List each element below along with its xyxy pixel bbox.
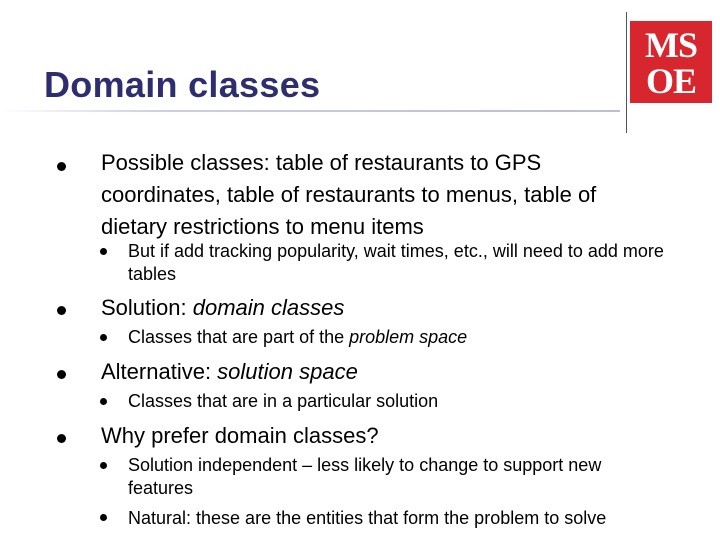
- bullet-4-text: Why prefer domain classes?: [101, 423, 379, 448]
- bullet-1-text: Possible classes: table of restaurants to GPS coordinates, table of restaurants to menus, table of dietary restrictions to menu items: [101, 150, 597, 239]
- bullet-dot: [57, 370, 66, 379]
- bullet-3-sub-1: Classes that are in a particular solution: [128, 391, 439, 411]
- subbullet-dot: [100, 248, 107, 255]
- logo-text-bottom: OE: [645, 61, 696, 101]
- bullet-dot: [57, 162, 66, 171]
- slide-title: Domain classes: [44, 64, 321, 105]
- subbullet-dot: [100, 398, 107, 405]
- subbullet-dot: [100, 334, 107, 341]
- msoe-logo: [630, 21, 712, 103]
- bullet-2-text: [101, 292, 661, 324]
- subbullet-dot: [100, 462, 107, 469]
- subbullet-dot: [100, 514, 107, 521]
- logo-text-top: MS: [645, 25, 697, 65]
- bullet-2-sub-1-emphasis: problem space: [349, 327, 468, 347]
- bullet-3-text: [101, 356, 661, 388]
- bullet-2-sub-1-label: Classes that are part of the: [128, 327, 350, 347]
- bullet-dot: [57, 306, 66, 315]
- bullet-1-sub-1: But if add tracking popularity, wait times, etc., will need to add more tables: [128, 241, 664, 284]
- bullet-2-sub-1: [128, 326, 668, 349]
- bullet-dot: [57, 434, 66, 443]
- bullet-4-sub-1: Solution independent – less likely to change to support new features: [128, 455, 602, 498]
- bullet-2-emphasis: domain classes: [192, 295, 345, 320]
- bullet-2-label: Solution:: [101, 295, 193, 320]
- title-underline: [0, 110, 620, 112]
- bullet-3-emphasis: solution space: [217, 359, 358, 384]
- bullet-4-sub-2: Natural: these are the entities that form the problem to solve: [128, 508, 607, 528]
- bullet-3-label: Alternative:: [101, 359, 218, 384]
- logo-divider: [626, 12, 627, 133]
